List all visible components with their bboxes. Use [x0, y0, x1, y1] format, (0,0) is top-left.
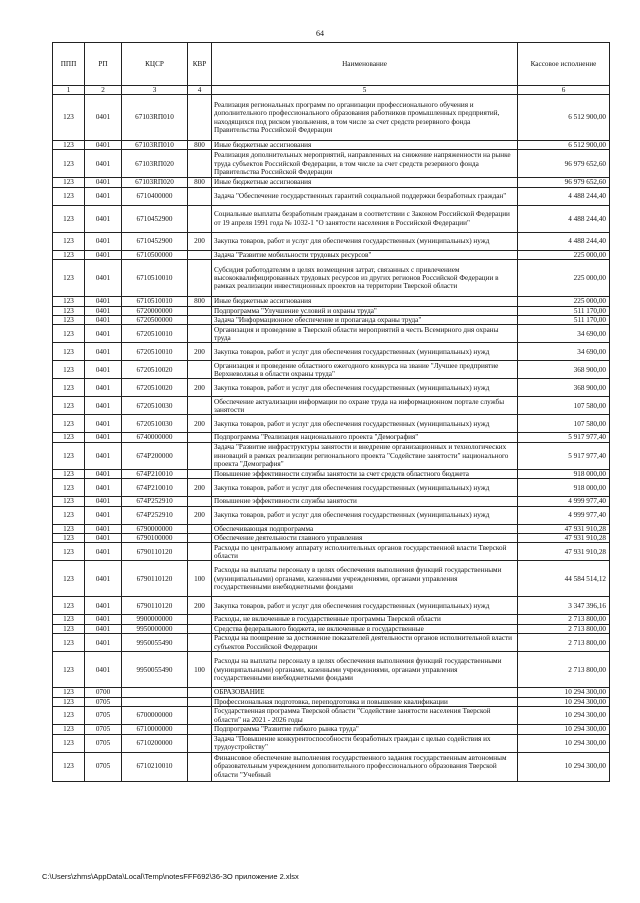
column-number-row	[53, 86, 610, 95]
cell-ppp: 123	[53, 187, 85, 205]
cell-ppp: 123	[53, 624, 85, 633]
cell-name: Задача "Развитие инфраструктуры занятости и внедрение организационных и технологических инноваций в рамках реализации регионального проекта "Содействие занятости" национального проекта "Демография"	[212, 442, 518, 469]
table-row	[53, 497, 610, 506]
cell-rp: 0401	[85, 479, 122, 497]
cell-kcsr: 67103RП010	[122, 141, 188, 150]
cell-kvr: 200	[188, 479, 212, 497]
cell-name: Повышение эффективности службы занятости	[212, 497, 518, 506]
cell-amount: 44 584 514,12	[518, 561, 610, 597]
cell-kcsr: 6710500000	[122, 250, 188, 259]
cell-kvr	[188, 187, 212, 205]
cell-kvr: 200	[188, 232, 212, 250]
cell-kvr	[188, 361, 212, 379]
cell-ppp: 123	[53, 506, 85, 524]
cell-rp: 0401	[85, 297, 122, 306]
table-row	[53, 543, 610, 561]
cell-name: Закупка товаров, работ и услуг для обеспечения государственных (муниципальных) нужд	[212, 506, 518, 524]
cell-kcsr: 6790100000	[122, 534, 188, 543]
cell-kcsr: 9950000000	[122, 624, 188, 633]
table-row	[53, 524, 610, 533]
table-row	[53, 707, 610, 725]
cell-kcsr: 6720510010	[122, 343, 188, 361]
table-row	[53, 250, 610, 259]
cell-kcsr: 67103RП020	[122, 178, 188, 187]
cell-rp: 0401	[85, 250, 122, 259]
cell-kvr: 100	[188, 561, 212, 597]
cell-rp: 0401	[85, 433, 122, 442]
cell-name: Профессиональная подготовка, переподготовка и повышение квалификации	[212, 697, 518, 706]
cell-ppp: 123	[53, 150, 85, 178]
table-row	[53, 752, 610, 781]
cell-ppp: 123	[53, 205, 85, 232]
table-row	[53, 178, 610, 187]
cell-ppp: 123	[53, 615, 85, 624]
cell-name: Расходы на выплаты персоналу в целях обеспечения выполнения функций государственными (муниципальными) органами, казенными учреждениями, органами управления государственными внебюджетными фондами	[212, 561, 518, 597]
cell-ppp: 123	[53, 325, 85, 343]
cell-kvr	[188, 615, 212, 624]
cell-ppp: 123	[53, 734, 85, 752]
cell-kvr	[188, 316, 212, 325]
cell-rp: 0401	[85, 325, 122, 343]
cell-kvr	[188, 634, 212, 652]
cell-name: Расходы на выплаты персоналу в целях обеспечения выполнения функций государственными (муниципальными) органами, казенными учреждениями, органами управления государственными внебюджетными фондами	[212, 652, 518, 688]
table-row	[53, 534, 610, 543]
cell-rp: 0401	[85, 379, 122, 397]
cell-kcsr: 6790110120	[122, 543, 188, 561]
cell-rp: 0401	[85, 361, 122, 379]
cell-amount: 2 713 800,00	[518, 624, 610, 633]
cell-kvr	[188, 752, 212, 781]
cell-ppp: 123	[53, 178, 85, 187]
cell-amount: 10 294 300,00	[518, 734, 610, 752]
cell-ppp: 123	[53, 688, 85, 697]
cell-kvr	[188, 306, 212, 315]
cell-name: Закупка товаров, работ и услуг для обеспечения государственных (муниципальных) нужд	[212, 597, 518, 615]
cell-kvr	[188, 688, 212, 697]
table-row	[53, 141, 610, 150]
table-row	[53, 442, 610, 469]
cell-rp: 0401	[85, 178, 122, 187]
cell-ppp: 123	[53, 725, 85, 734]
table-row	[53, 725, 610, 734]
header-name: Наименование	[212, 43, 518, 86]
cell-kcsr: 6710000000	[122, 725, 188, 734]
cell-name: Расходы по центральному аппарату исполнительных органов государственной власти Тверской области	[212, 543, 518, 561]
cell-kvr: 200	[188, 379, 212, 397]
cell-amount: 4 999 977,40	[518, 506, 610, 524]
header-kvr: КВР	[188, 43, 212, 86]
cell-rp: 0401	[85, 232, 122, 250]
cell-rp: 0401	[85, 150, 122, 178]
cell-name: Социальные выплаты безработным гражданам в соответствии с Законом Российской Федерации от 19 апреля 1991 года № 1032-1 "О занятости населения в Российской Федерации"	[212, 205, 518, 232]
cell-kcsr: 9900000000	[122, 615, 188, 624]
cell-name: Иные бюджетные ассигнования	[212, 141, 518, 150]
cell-name: Обеспечение актуализации информации по охране труда на информационном портале службы занятости	[212, 397, 518, 415]
column-number: 4	[188, 86, 212, 95]
cell-amount: 2 713 800,00	[518, 634, 610, 652]
cell-amount: 10 294 300,00	[518, 752, 610, 781]
cell-kvr	[188, 543, 212, 561]
cell-name: Подпрограмма "Развитие гибкого рынка труда"	[212, 725, 518, 734]
page-number: 64	[316, 29, 324, 38]
cell-name: Закупка товаров, работ и услуг для обеспечения государственных (муниципальных) нужд	[212, 415, 518, 433]
budget-table	[52, 42, 610, 782]
cell-kvr	[188, 524, 212, 533]
table-row	[53, 652, 610, 688]
cell-ppp: 123	[53, 524, 85, 533]
cell-ppp: 123	[53, 361, 85, 379]
cell-amount: 10 294 300,00	[518, 697, 610, 706]
cell-ppp: 123	[53, 415, 85, 433]
cell-ppp: 123	[53, 561, 85, 597]
cell-name: Подпрограмма "Улучшение условий и охраны труда"	[212, 306, 518, 315]
cell-ppp: 123	[53, 433, 85, 442]
cell-ppp: 123	[53, 534, 85, 543]
cell-amount: 96 979 652,60	[518, 150, 610, 178]
cell-kcsr: 6720510020	[122, 361, 188, 379]
cell-kcsr: 6740000000	[122, 433, 188, 442]
cell-ppp: 123	[53, 543, 85, 561]
table-row	[53, 379, 610, 397]
table-row	[53, 506, 610, 524]
cell-kcsr: 6720510030	[122, 415, 188, 433]
cell-name: Подпрограмма "Реализация национального проекта "Демография"	[212, 433, 518, 442]
cell-kvr: 800	[188, 141, 212, 150]
table-row	[53, 316, 610, 325]
cell-kcsr: 67103RП020	[122, 150, 188, 178]
cell-amount: 4 488 244,40	[518, 187, 610, 205]
cell-kvr: 200	[188, 506, 212, 524]
cell-rp: 0401	[85, 415, 122, 433]
header-ppp: ППП	[53, 43, 85, 86]
table-row	[53, 361, 610, 379]
cell-kcsr: 674P210010	[122, 479, 188, 497]
cell-amount: 4 488 244,40	[518, 205, 610, 232]
cell-ppp: 123	[53, 306, 85, 315]
cell-amount: 368 900,00	[518, 379, 610, 397]
cell-name: Задача "Повышение конкурентоспособности безработных граждан с целью содействия их трудоустройству"	[212, 734, 518, 752]
cell-rp: 0401	[85, 316, 122, 325]
cell-kcsr: 674P210010	[122, 469, 188, 478]
cell-ppp: 123	[53, 752, 85, 781]
cell-kcsr: 674P252910	[122, 497, 188, 506]
cell-name: Закупка товаров, работ и услуг для обеспечения государственных (муниципальных) нужд	[212, 343, 518, 361]
table-row	[53, 187, 610, 205]
cell-ppp: 123	[53, 697, 85, 706]
cell-amount: 10 294 300,00	[518, 707, 610, 725]
cell-rp: 0700	[85, 688, 122, 697]
cell-name: Иные бюджетные ассигнования	[212, 178, 518, 187]
cell-kcsr: 6720000000	[122, 306, 188, 315]
cell-rp: 0401	[85, 497, 122, 506]
cell-amount: 6 512 900,00	[518, 95, 610, 141]
table-row	[53, 697, 610, 706]
cell-rp: 0401	[85, 624, 122, 633]
cell-kvr	[188, 734, 212, 752]
cell-name: Обеспечивающая подпрограмма	[212, 524, 518, 533]
cell-ppp: 123	[53, 652, 85, 688]
table-row	[53, 615, 610, 624]
cell-ppp: 123	[53, 250, 85, 259]
cell-amount: 368 900,00	[518, 361, 610, 379]
cell-ppp: 123	[53, 297, 85, 306]
column-number: 2	[85, 86, 122, 95]
cell-amount: 918 000,00	[518, 469, 610, 478]
cell-kcsr: 67103RП010	[122, 95, 188, 141]
cell-kvr: 800	[188, 178, 212, 187]
cell-name: Закупка товаров, работ и услуг для обеспечения государственных (муниципальных) нужд	[212, 232, 518, 250]
cell-rp: 0705	[85, 734, 122, 752]
cell-amount: 225 000,00	[518, 297, 610, 306]
cell-name: Реализация дополнительных мероприятий, направленных на снижение напряженности на рынке труда субъектов Российской Федерации, в том числе за счет средств резервного фонда Правительства Российской Федерации	[212, 150, 518, 178]
cell-rp: 0401	[85, 187, 122, 205]
cell-kvr	[188, 697, 212, 706]
cell-kvr	[188, 95, 212, 141]
cell-amount: 918 000,00	[518, 479, 610, 497]
table-row	[53, 95, 610, 141]
cell-kvr	[188, 469, 212, 478]
cell-kvr	[188, 442, 212, 469]
cell-kvr	[188, 250, 212, 259]
cell-amount: 47 931 910,28	[518, 524, 610, 533]
cell-rp: 0705	[85, 725, 122, 734]
cell-kcsr	[122, 688, 188, 697]
table-row	[53, 306, 610, 315]
cell-ppp: 123	[53, 260, 85, 297]
cell-amount: 2 713 800,00	[518, 652, 610, 688]
cell-kcsr: 6710210010	[122, 752, 188, 781]
table-row	[53, 734, 610, 752]
cell-amount: 10 294 300,00	[518, 725, 610, 734]
cell-rp: 0705	[85, 707, 122, 725]
cell-rp: 0401	[85, 506, 122, 524]
cell-amount: 10 294 300,00	[518, 688, 610, 697]
cell-rp: 0401	[85, 205, 122, 232]
cell-ppp: 123	[53, 379, 85, 397]
header-amount: Кассовое исполнение	[518, 43, 610, 86]
cell-ppp: 123	[53, 707, 85, 725]
cell-rp: 0401	[85, 442, 122, 469]
cell-amount: 47 931 910,28	[518, 543, 610, 561]
cell-name: Реализация региональных программ по организации профессионального обучения и дополнительного профессионального образования работников промышленных предприятий, находящихся под риском увольнения, в том числе за счет средств резервного фонда Правительства Российской Федерации	[212, 95, 518, 141]
cell-amount: 34 690,00	[518, 343, 610, 361]
cell-amount: 4 999 977,40	[518, 497, 610, 506]
column-number: 6	[518, 86, 610, 95]
cell-amount: 107 580,00	[518, 397, 610, 415]
cell-name: Организация и проведение областного ежегодного конкурса на звание "Лучшее предприятие Верхневолжья в области охраны труда"	[212, 361, 518, 379]
table-row	[53, 325, 610, 343]
cell-kcsr: 6710452900	[122, 232, 188, 250]
cell-rp: 0401	[85, 561, 122, 597]
cell-ppp: 123	[53, 597, 85, 615]
cell-name: Средства федерального бюджета, не включенные в государственные	[212, 624, 518, 633]
cell-kcsr: 6790110120	[122, 561, 188, 597]
cell-rp: 0401	[85, 306, 122, 315]
table-row	[53, 150, 610, 178]
cell-kvr	[188, 624, 212, 633]
cell-ppp: 123	[53, 95, 85, 141]
cell-name: Обеспечение деятельности главного управления	[212, 534, 518, 543]
cell-ppp: 123	[53, 479, 85, 497]
cell-rp: 0401	[85, 343, 122, 361]
table-row	[53, 597, 610, 615]
table-row	[53, 415, 610, 433]
cell-kvr	[188, 433, 212, 442]
cell-kcsr	[122, 697, 188, 706]
cell-rp: 0401	[85, 95, 122, 141]
cell-amount: 6 512 900,00	[518, 141, 610, 150]
cell-ppp: 123	[53, 497, 85, 506]
table-header-row	[53, 43, 610, 86]
cell-kvr: 800	[188, 297, 212, 306]
cell-name: Расходы, не включенные в государственные программы Тверской области	[212, 615, 518, 624]
cell-kcsr: 6720510030	[122, 397, 188, 415]
cell-kvr	[188, 205, 212, 232]
table-row	[53, 688, 610, 697]
cell-amount: 96 979 652,60	[518, 178, 610, 187]
table-row	[53, 624, 610, 633]
cell-rp: 0401	[85, 543, 122, 561]
cell-amount: 5 917 977,40	[518, 442, 610, 469]
cell-kcsr: 6700000000	[122, 707, 188, 725]
cell-rp: 0401	[85, 615, 122, 624]
cell-kvr	[188, 497, 212, 506]
cell-name: Задача "Обеспечение государственных гарантий социальной поддержки безработных граждан"	[212, 187, 518, 205]
cell-kvr	[188, 534, 212, 543]
cell-name: Государственная программа Тверской области "Содействие занятости населения Тверской области" на 2021 - 2026 годы	[212, 707, 518, 725]
cell-kcsr: 6710400000	[122, 187, 188, 205]
cell-kcsr: 9950055490	[122, 634, 188, 652]
cell-amount: 225 000,00	[518, 250, 610, 259]
cell-kcsr: 6720500000	[122, 316, 188, 325]
cell-kcsr: 6720510010	[122, 325, 188, 343]
cell-name: Субсидия работодателям в целях возмещения затрат, связанных с привлечением высококвалифицированных трудовых ресурсов из других регионов Российской Федерации в рамках реализации инвестиционных проектов на территории Тверской области	[212, 260, 518, 297]
cell-kvr	[188, 725, 212, 734]
cell-name: Организация и проведение в Тверской области мероприятий в честь Всемирного дня охраны труда	[212, 325, 518, 343]
cell-amount: 5 917 977,40	[518, 433, 610, 442]
cell-rp: 0401	[85, 469, 122, 478]
cell-name: Закупка товаров, работ и услуг для обеспечения государственных (муниципальных) нужд	[212, 379, 518, 397]
cell-amount: 4 488 244,40	[518, 232, 610, 250]
cell-rp: 0401	[85, 524, 122, 533]
cell-rp: 0401	[85, 260, 122, 297]
cell-kcsr: 6710452900	[122, 205, 188, 232]
cell-kvr: 200	[188, 597, 212, 615]
cell-ppp: 123	[53, 141, 85, 150]
cell-amount: 2 713 800,00	[518, 615, 610, 624]
cell-rp: 0705	[85, 697, 122, 706]
cell-amount: 34 690,00	[518, 325, 610, 343]
cell-ppp: 123	[53, 343, 85, 361]
cell-kcsr: 6790000000	[122, 524, 188, 533]
cell-name: Повышение эффективности службы занятости за счет средств областного бюджета	[212, 469, 518, 478]
cell-kvr	[188, 325, 212, 343]
column-number: 3	[122, 86, 188, 95]
table-row	[53, 232, 610, 250]
cell-amount: 511 170,00	[518, 316, 610, 325]
cell-kvr	[188, 397, 212, 415]
cell-kcsr: 6710510010	[122, 297, 188, 306]
column-number: 5	[212, 86, 518, 95]
cell-name: Иные бюджетные ассигнования	[212, 297, 518, 306]
cell-kcsr: 674P200000	[122, 442, 188, 469]
cell-rp: 0401	[85, 397, 122, 415]
cell-amount: 107 580,00	[518, 415, 610, 433]
cell-ppp: 123	[53, 634, 85, 652]
table-row	[53, 634, 610, 652]
cell-kvr	[188, 150, 212, 178]
table-row	[53, 343, 610, 361]
cell-rp: 0401	[85, 141, 122, 150]
cell-name: Расходы на поощрение за достижение показателей деятельности органов исполнительной власти субъектов Российской Федерации	[212, 634, 518, 652]
file-path-footer: C:\Users\zhms\AppData\Local\Temp\notesFFF692\36-ЗО приложение 2.xlsx	[42, 872, 299, 881]
cell-amount: 225 000,00	[518, 260, 610, 297]
cell-kvr: 200	[188, 343, 212, 361]
cell-kvr	[188, 707, 212, 725]
column-number: 1	[53, 86, 85, 95]
cell-ppp: 123	[53, 397, 85, 415]
cell-amount: 47 931 910,28	[518, 534, 610, 543]
table-row	[53, 433, 610, 442]
cell-kcsr: 6720510020	[122, 379, 188, 397]
cell-kcsr: 6710510010	[122, 260, 188, 297]
table-row	[53, 297, 610, 306]
table-row	[53, 561, 610, 597]
cell-rp: 0705	[85, 752, 122, 781]
cell-rp: 0401	[85, 597, 122, 615]
cell-amount: 511 170,00	[518, 306, 610, 315]
cell-ppp: 123	[53, 442, 85, 469]
cell-kvr	[188, 260, 212, 297]
cell-kcsr: 6790110120	[122, 597, 188, 615]
cell-ppp: 123	[53, 469, 85, 478]
table-row	[53, 469, 610, 478]
table-row	[53, 205, 610, 232]
cell-kcsr: 674P252910	[122, 506, 188, 524]
cell-kvr: 100	[188, 652, 212, 688]
cell-ppp: 123	[53, 316, 85, 325]
cell-name: Задача "Развитие мобильности трудовых ресурсов"	[212, 250, 518, 259]
cell-name: ОБРАЗОВАНИЕ	[212, 688, 518, 697]
cell-kcsr: 6710200000	[122, 734, 188, 752]
table-row	[53, 260, 610, 297]
cell-ppp: 123	[53, 232, 85, 250]
cell-rp: 0401	[85, 634, 122, 652]
table-row	[53, 479, 610, 497]
cell-name: Финансовое обеспечение выполнения государственного задания государственным автономным образовательным учреждением дополнительного профессионального образования Тверской области "Учебный	[212, 752, 518, 781]
header-rp: РП	[85, 43, 122, 86]
cell-kvr: 200	[188, 415, 212, 433]
table-row	[53, 397, 610, 415]
header-kcsr: КЦСР	[122, 43, 188, 86]
cell-kcsr: 9950055490	[122, 652, 188, 688]
cell-rp: 0401	[85, 652, 122, 688]
cell-name: Закупка товаров, работ и услуг для обеспечения государственных (муниципальных) нужд	[212, 479, 518, 497]
cell-name: Задача "Информационное обеспечение и пропаганда охраны труда"	[212, 316, 518, 325]
cell-rp: 0401	[85, 534, 122, 543]
cell-amount: 3 347 396,16	[518, 597, 610, 615]
